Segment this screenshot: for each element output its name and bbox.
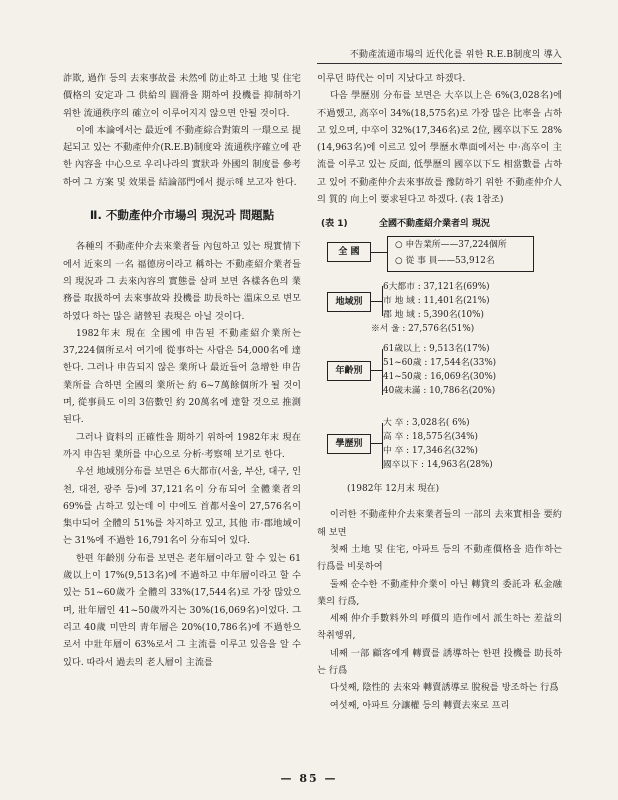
list-item: 네째 一部 顧客에게 轉賣를 誘導하는 한편 投機를 助長하는 行爲 xyxy=(317,647,562,677)
education-row: 中 卒 : 17,346名(32%) xyxy=(383,446,478,457)
body-paragraph: 各種의 不動產仲介去來業者들 內包하고 있는 現實情下에서 近來의 一名 福德房이라고 稱하는 不動產紹介業者들의 現況과 그 去來內容의 實態를 살펴 보면 各樣各色의 業務를 取扱하여 去來事故와 投機를 助長하는 溫床으로 변모하였다 하는 많은 諸營된 表現은 아닐 것이다. xyxy=(63,241,301,322)
age-label: 年齡別 xyxy=(327,361,371,381)
education-row: 大 卒 : 3,028名( 6%) xyxy=(383,418,470,429)
header-rule xyxy=(317,63,562,64)
list-item: 다섯째, 陰性的 去來와 轉賣誘導로 脫稅를 방조하는 行爲 xyxy=(329,682,559,694)
body-paragraph: 다음 學歷別 分布를 보면은 大卒以上은 6%(3,028名)에 不過했고, 高卒이 34%(18,575名)로 가장 많은 比率을 占하고 있으며, 中卒이 32%(17,346名)로 2位, 國卒以下도 28%(14,963名)에 이르고 있어 學歷水準面에서는 中·高卒이 主流를 이루고 있는 反面, 低學歷의 國卒以下도 相當數를 占하고 있어 不動產仲介去來事故를 豫防하기 위한 不動產仲介人의 質的 向上이 要求된다고 하겠다. (表 1참조) xyxy=(317,90,562,206)
education-label: 學歷別 xyxy=(327,434,371,454)
table-date-note: (1982年 12月末 現在) xyxy=(347,484,440,495)
age-row: 61歲以上 : 9,513名(17%) xyxy=(383,344,490,355)
list-item: 첫째 土地 및 住宅, 아파트 등의 不動產價格을 造作하는 行爲를 비롯하여 xyxy=(317,543,562,573)
table-label: (表 1) xyxy=(321,219,348,230)
list-item: 둘째 순수한 不動產仲介業이 아닌 轉貸의 委託과 私金融業의 行爲, xyxy=(317,578,562,607)
age-row: 51~60歲 : 17,544名(33%) xyxy=(383,358,497,369)
age-row: 41~50歲 : 16,069名(30%) xyxy=(383,372,497,383)
body-paragraph: 우선 地域別分布를 보면은 6大都市(서울, 부산, 대구, 인천, 대전, 광주 등)에 37,121名이 分布되어 全體業者의 69%를 占하고 있는데 이 中에도 首都서울이 27,576名이 集中되어 全體의 51%를 차지하고 있고, 其他 市·郡地域이는 31%에 不過한 16,791名이 分布되어 있다. xyxy=(63,466,301,547)
body-paragraph: 그러나 資料의 正確性을 期하기 위하여 1982年末 現在까지 申告된 業所를 中心으로 分析·考察해 보기로 한다. xyxy=(63,431,301,460)
body-paragraph: 이러한 不動產仲介去來業者들의 一部의 去來實相을 要約해 보면 xyxy=(317,509,562,538)
left-column xyxy=(63,70,301,671)
list-item: 세째 仲介手數料外의 呼價의 造作에서 派生하는 差益의 착취행위, xyxy=(317,613,562,642)
region-row: 市 地 域 : 11,401名(21%) xyxy=(383,296,490,307)
education-row: 高 卒 : 18,575名(34%) xyxy=(383,432,478,443)
body-paragraph: 한편 年齡別 分布를 보면은 老年層이라고 할 수 있는 61歲以上이 17%(9,513名)에 不過하고 中年層이라고 할 수 있는 51~60歲가 全體의 33%(17,544名)로 가장 많았으며, 壯年層인 41~50歲까지는 30%(16,069名)이었다. 그리고 40歲 미만의 靑年層은 20%(10,786名)에 不過한으로서 中壯年層이 63%로서 그 主流를 이루고 있음을 알 수 있다. 따라서 過去의 老人層이 主流를 xyxy=(63,552,301,668)
page-number: — 85 — xyxy=(280,772,338,785)
list-item: 여섯째, 아파트 分讓權 등의 轉賣去來로 프리 xyxy=(329,699,510,711)
running-header: 不動產流通市場의 近代化를 위한 R.E.B制度의 導入 xyxy=(349,50,562,60)
table-title: 全國不動產紹介業者의 現況 xyxy=(379,219,490,230)
region-row: 郡 地 域 : 5,390名(10%) xyxy=(383,310,484,321)
region-label: 地域別 xyxy=(327,292,371,312)
intro-paragraph: 詐欺, 過作 등의 去來事故를 未然에 防止하고 土地 및 住宅價格의 安定과 그 供給의 圓滑을 期하여 投機를 抑制하기 위한 流通秩序의 確立이 이루어지지 않으면 안될 것이다. xyxy=(63,73,301,119)
age-row: 40歲未滿 : 10,786名(20%) xyxy=(383,386,496,397)
national-label: 全 國 xyxy=(327,242,371,262)
table-1 xyxy=(317,216,562,506)
national-row: ○ 從 事 員——53,912名 xyxy=(395,256,495,267)
body-paragraph: 1982年末 現在 全國에 申告된 不動產紹介業所는 37,224個所로서 여기에 從事하는 사람은 54,000名에 達한다. 그러나 申告되지 않은 業所나 最近들어 急增한 申告業所를 合하면 全國의 業所는 約 6~7萬餘個所가 될 것이며, 從事員도 이의 3倍數인 約 20萬名에 達할 것으로 推測된다. xyxy=(63,327,301,426)
section-heading: Ⅱ. 不動產仲介市場의 現況과 問題點 xyxy=(89,208,275,223)
region-note: ※서 울 : 27,576名(51%) xyxy=(371,324,475,335)
intro-paragraph: 이에 本論에서는 最近에 不動產綜合對策의 一環으로 提起되고 있는 不動產仲介(R.E.B)制度와 流通秩序確立에 관한 內容을 中心으로 우리나라의 實狀과 外國의 制度를 參考하여 그 方案 및 效果를 結論部門에서 提示해 보고자 한다. xyxy=(63,124,301,188)
region-row: 6大都市 : 37,121名(69%) xyxy=(383,282,490,293)
right-column xyxy=(317,70,562,714)
education-row: 國卒以下 : 14,963名(28%) xyxy=(383,460,493,471)
body-paragraph: 이루던 時代는 이미 지났다고 하겠다. xyxy=(317,73,466,84)
national-row: ○ 申告業所——37,224個所 xyxy=(395,240,507,251)
